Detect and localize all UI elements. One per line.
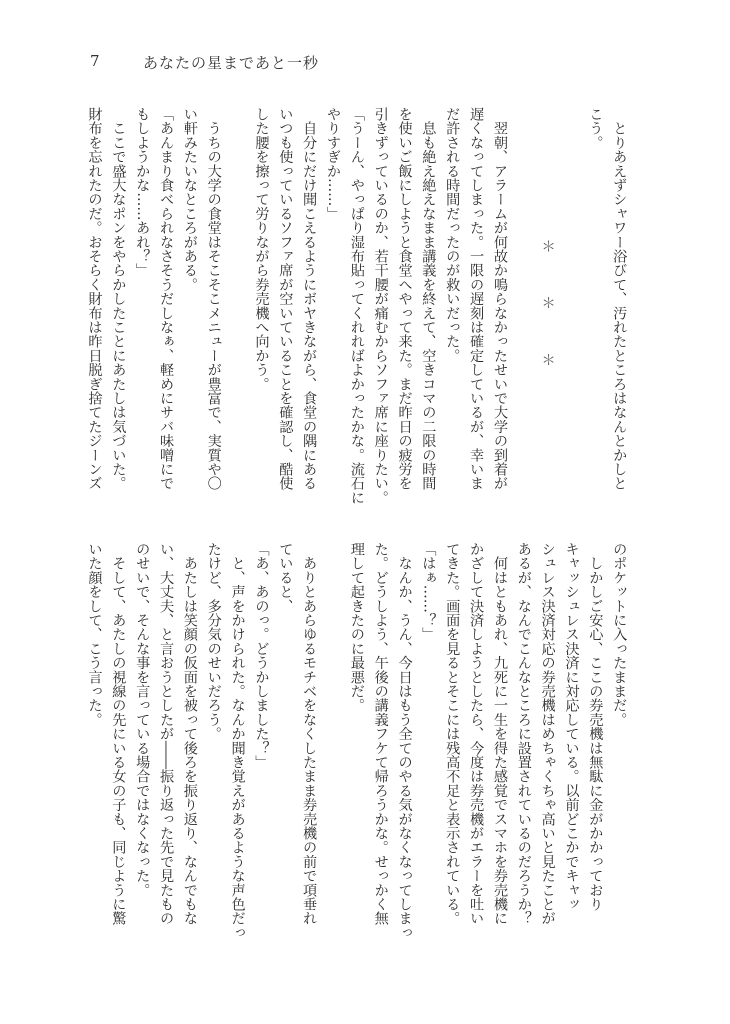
text-column: こう。: [587, 107, 604, 150]
text-column: 息も絶え絶えなまま講義を終えて、空きコマの二限の時間: [420, 107, 437, 491]
text-column: 理して起きたのに最悪だ。: [348, 542, 365, 713]
text-column: 財布を忘れたのだ。おそらく財布は昨日脱ぎ捨てたジーンズ: [86, 107, 103, 491]
text-column: ていると、: [277, 542, 294, 613]
scene-break: ＊ ＊ ＊: [539, 239, 556, 367]
text-column: 引きずっているのか、若干腰が痛むからソファ席に座りたい。: [372, 107, 389, 505]
text-column: い、大丈夫、と言おうとしたが――振り返った先で見たもの: [158, 542, 175, 926]
text-column: のポケットに入ったままだ。: [611, 542, 628, 727]
text-column: あるが、なんでこんなところに設置されているのだろうか？: [515, 542, 532, 926]
text-column: 「あんまり食べられなさそうだしなぁ、軽めにサバ味噌にで: [158, 107, 175, 491]
text-column: 何はともあれ、九死に一生を得た感覚でスマホを券売機に: [491, 542, 508, 926]
text-column: のせいで、そんな事を言っている場合ではなくなった。: [134, 542, 151, 897]
text-column: ここで盛大なポンをやらかしたことにあたしは気づいた。: [110, 107, 127, 491]
text-column: した腰を擦って労りながら券売機へ向かう。: [253, 107, 270, 391]
text-column: かざして決済しようとしたら、今度は券売機がエラーを吐い: [468, 542, 485, 926]
page-number: 7: [90, 52, 100, 70]
text-column: うちの大学の食堂はそこそこメニューが豊富で、実質や〇: [205, 107, 222, 491]
text-column: しかしご安心、ここの券売機は無駄に金がかかっており: [587, 542, 604, 912]
text-column: 「うーん、やっぱり湿布貼ってくれればよかったかな。流石に: [348, 107, 365, 505]
text-column: キャッシュレス決済に対応している。以前どこかでキャッ: [563, 542, 580, 912]
text-column: ありとあらゆるモチベをなくしたまま券売機の前で項垂れ: [301, 542, 318, 926]
text-column: 「あ、あのっ。どうかしました？」: [253, 542, 270, 770]
text-column: やりすぎか……」: [325, 107, 341, 221]
text-column: 遅くなってしまった。一限の遅刻は確定しているが、幸いま: [468, 107, 485, 491]
text-column: もしようかな……あれ？」: [134, 107, 151, 278]
text-column: と、声をかけられた。なんか聞き覚えがあるような声色だっ: [229, 542, 246, 940]
text-column: を使いご飯にしようと食堂へやって来た。まだ昨日の疲労を: [396, 107, 413, 491]
text-column: シュレス決済対応の券売機はめちゃくちゃ高いと見たことが: [539, 542, 556, 926]
text-column: 翌朝、アラームが何故か鳴らなかったせいで大学の到着が: [491, 107, 508, 491]
text-column: 「はぁ……？」: [420, 542, 437, 642]
text-column: あたしは笑顔の仮面を被って後ろを振り返り、なんでもな: [181, 542, 198, 926]
text-column: だ許される時間だったのが救いだった。: [444, 107, 461, 363]
text-column: いつも使っているソファ席が空いていることを確認し、酷使: [277, 107, 294, 491]
text-column: そして、あたしの視線の先にいる女の子も、同じように驚: [110, 542, 127, 926]
text-column: とりあえずシャワー浴びて、汚れたところはなんとかしと: [611, 107, 628, 491]
text-column: てきた。画面を見るとそこには残高不足と表示されている。: [444, 542, 461, 926]
text-column: なんか、うん、今日はもう全てのやる気がなくなってしまっ: [396, 542, 413, 940]
text-column: いた顔をして、こう言った。: [86, 542, 103, 727]
text-column: 自分にだけ聞こえるようにボヤきながら、食堂の隅にある: [301, 107, 318, 491]
text-column: たけど、多分気のせいだろう。: [205, 542, 222, 741]
text-column: い軒みたいなところがある。: [181, 107, 198, 292]
running-title: あなたの星まであと一秒: [143, 54, 320, 72]
text-column: た。どうしよう、午後の講義フケて帰ろうかな。せっかく無: [372, 542, 389, 926]
